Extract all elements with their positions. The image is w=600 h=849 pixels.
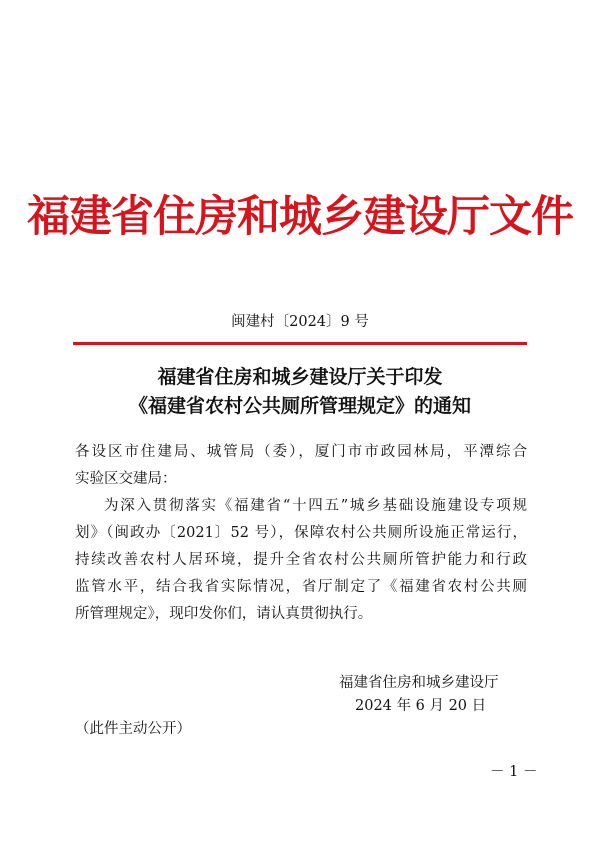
disclosure-note: （此件主动公开） [75,721,191,737]
signature-issuer: 福建省住房和城乡建设厅 [339,675,499,691]
masthead-title: 福建省住房和城乡建设厅文件 [27,192,573,242]
body-paragraph-line: 划》（闽政办〔2021〕52 号），保障农村公共厕所设施正常运行， [75,525,527,541]
body-paragraph-line: 为深入贯彻落实《福建省“十四五”城乡基础设施建设专项规 [104,498,527,514]
signature-date: 2024 年 6 月 20 日 [355,698,487,714]
notice-title-line-1: 福建省住房和城乡建设厅关于印发 [157,366,443,388]
recipients-line-2: 实验区交建局： [75,471,177,487]
red-separator-line [73,342,527,345]
recipients-line-1: 各设区市住建局、城管局（委），厦门市市政园林局，平潭综合 [75,444,527,460]
body-paragraph-line: 监管水平，结合我省实际情况，省厅制定了《福建省农村公共厕 [75,579,527,595]
document-number: 闽建村〔2024〕9 号 [231,314,369,330]
page-number: － 1 － [490,764,538,780]
body-paragraph-line: 所管理规定》，现印发你们，请认真贯彻执行。 [75,606,373,622]
notice-title-line-2: 《福建省农村公共厕所管理规定》的通知 [128,395,471,417]
body-paragraph-line: 持续改善农村人居环境，提升全省农村公共厕所管护能力和行政 [75,552,527,568]
